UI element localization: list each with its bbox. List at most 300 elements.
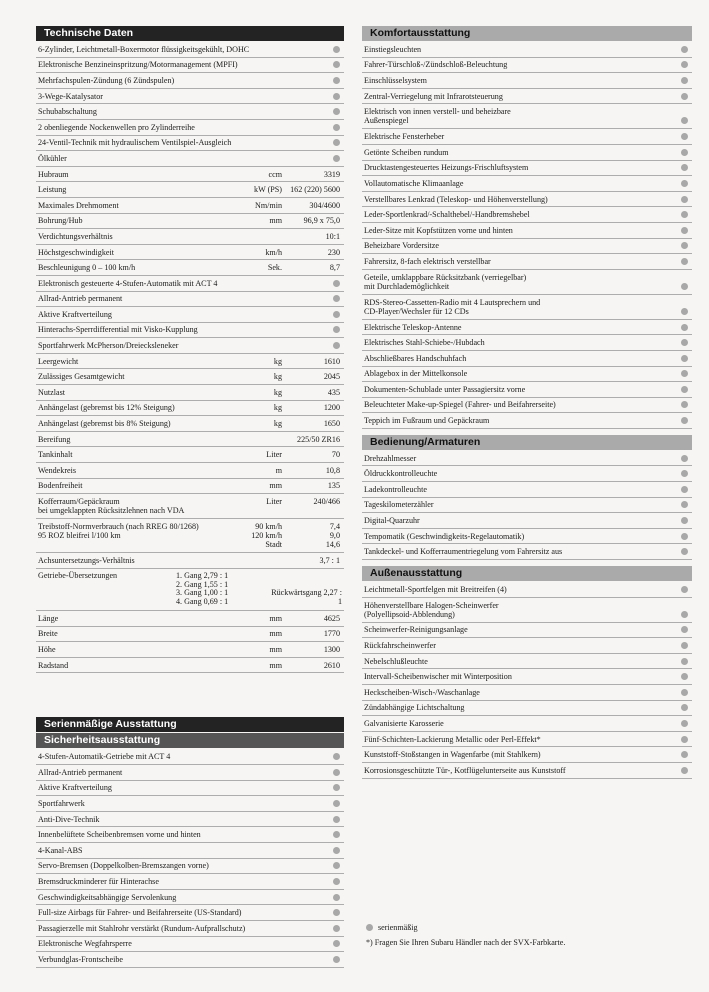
- feature-label: [364, 210, 675, 219]
- spec-label: Hubraum: [38, 169, 69, 179]
- feature-label-line: Tankdeckel- und Kofferraumentriegelung vom Fahrersitz aus: [364, 547, 563, 557]
- achsuebersetzung-label: Achsuntersetzungs-Verhältnis: [38, 556, 135, 566]
- feature-label: Aktive Kraftverteilung: [38, 783, 112, 793]
- spec-label: Nutzlast: [38, 387, 65, 397]
- feature-row: [36, 874, 344, 890]
- spec-row: [36, 167, 344, 183]
- bullet-dot-icon: [681, 767, 688, 774]
- spec-value: 225/50 ZR16: [297, 434, 340, 444]
- feature-row: [362, 398, 692, 414]
- bullet-dot-icon: [333, 342, 340, 349]
- feature-label: [364, 750, 675, 759]
- feature-row: [362, 42, 692, 58]
- spec-row: [36, 229, 344, 245]
- bullet-dot-icon: [333, 862, 340, 869]
- feature-label-line: Höhenverstellbare Halogen-Scheinwerfer: [364, 600, 499, 610]
- bullet-dot-icon: [681, 211, 688, 218]
- bullet-dot-icon: [681, 93, 688, 100]
- bullet-dot-icon: [681, 180, 688, 187]
- bullet-dot-icon: [333, 77, 340, 84]
- feature-label: [364, 547, 675, 556]
- feature-row: [362, 747, 692, 763]
- feature-row: [362, 716, 692, 732]
- feature-label: [364, 400, 675, 409]
- feature-label-line: Leder-Sportlenkrad/-Schalthebel/-Handbremshebel: [364, 210, 530, 220]
- feature-label-line: Fahrersitz, 8-fach elektrisch verstellbar: [364, 256, 491, 266]
- spec-value: 8,7: [329, 263, 340, 273]
- spec-value: 10:1: [325, 231, 340, 241]
- spec-unit: mm: [269, 613, 282, 623]
- bullet-dot-icon: [681, 417, 688, 424]
- feature-row: [36, 827, 344, 843]
- spec-label: Breite: [38, 629, 58, 639]
- spec-label: Anhängelast (gebremst bis 8% Steigung): [38, 419, 171, 429]
- feature-label-line: Elektrische Fensterheber: [364, 132, 445, 142]
- feature-row: [362, 129, 692, 145]
- spec-value: 4625: [323, 613, 340, 623]
- spec-label: Bohrung/Hub: [38, 216, 83, 226]
- bedienung-header: [362, 435, 692, 450]
- technische-daten-header: [36, 26, 344, 41]
- feature-row: [362, 513, 692, 529]
- section-title: Komfortausstattung: [370, 27, 471, 39]
- feature-row: [362, 529, 692, 545]
- spec-row: [36, 432, 344, 448]
- spec-row: [36, 245, 344, 261]
- feature-row: [362, 89, 692, 105]
- feature-row: [36, 749, 344, 765]
- bullet-dot-icon: [333, 800, 340, 807]
- feature-label: Allrad-Antrieb permanent: [38, 767, 123, 777]
- feature-label-line: Elektrisches Stahl-Schiebe-/Hubdach: [364, 338, 485, 348]
- feature-label: [364, 45, 675, 54]
- feature-label: Elektronisch gesteuerte 4-Stufen-Automatik mit ACT 4: [38, 278, 218, 288]
- bullet-dot-icon: [333, 280, 340, 287]
- bullet-dot-icon: [681, 227, 688, 234]
- bullet-dot-icon: [333, 108, 340, 115]
- feature-row: [362, 176, 692, 192]
- bullet-dot-icon: [681, 736, 688, 743]
- feature-row: [36, 890, 344, 906]
- feature-row: [362, 498, 692, 514]
- feature-row: [36, 104, 344, 120]
- bullet-dot-icon: [681, 517, 688, 524]
- feature-label: [364, 469, 675, 478]
- feature-label-line: Zentral-Verriegelung mit Infrarotsteuerung: [364, 91, 503, 101]
- bullet-dot-icon: [333, 155, 340, 162]
- achsuebersetzung-row: [36, 553, 344, 569]
- spec-unit: mm: [269, 644, 282, 654]
- feature-row: [36, 952, 344, 968]
- bullet-dot-icon: [681, 370, 688, 377]
- feature-label-line: Beheizbare Vordersitze: [364, 241, 439, 251]
- feature-label: [364, 585, 675, 594]
- bullet-dot-icon: [333, 940, 340, 947]
- feature-row: [36, 338, 344, 354]
- bullet-dot-icon: [681, 704, 688, 711]
- feature-label: [364, 719, 675, 728]
- spec-value: 304/4600: [309, 200, 340, 210]
- verbrauch-unit: Stadt: [265, 540, 282, 550]
- getriebe-label: Getriebe-Übersetzungen: [38, 570, 118, 580]
- bullet-dot-icon: [681, 386, 688, 393]
- bullet-dot-icon: [681, 611, 688, 618]
- spec-label: Zulässiges Gesamtgewicht: [38, 372, 125, 382]
- feature-row: [362, 544, 692, 560]
- spec-unit: Sek.: [267, 263, 282, 273]
- gear-ratio: 1. Gang 2,79 : 1: [176, 570, 229, 580]
- feature-row: [36, 905, 344, 921]
- footnote: *) Fragen Sie Ihren Subaru Händler nach der SVX-Farbkarte.: [366, 938, 566, 947]
- feature-label: [364, 273, 675, 291]
- spec-value: 1200: [323, 403, 340, 413]
- feature-label: [364, 257, 675, 266]
- right-column: [362, 26, 692, 779]
- verbrauch-value: 7,4: [329, 522, 340, 532]
- bullet-dot-icon: [681, 751, 688, 758]
- spec-row: [36, 401, 344, 417]
- feature-row: [36, 796, 344, 812]
- tech-specs-c: [36, 611, 344, 673]
- feature-row: [36, 781, 344, 797]
- feature-row: [36, 151, 344, 167]
- spec-label: Höchstgeschwindigkeit: [38, 247, 114, 257]
- komfort-header: [362, 26, 692, 41]
- bullet-dot-icon: [681, 533, 688, 540]
- feature-label-line: Elektrische Teleskop-Antenne: [364, 322, 462, 332]
- verbrauch-label: Treibstoff-Normverbrauch (nach RREG 80/1268): [38, 522, 199, 532]
- feature-row: [362, 638, 692, 654]
- feature-row: [36, 136, 344, 152]
- bullet-dot-icon: [333, 46, 340, 53]
- section-title: Bedienung/Armaturen: [370, 435, 481, 448]
- feature-row: [362, 598, 692, 623]
- spec-value: 2045: [323, 372, 340, 382]
- spec-unit: mm: [269, 660, 282, 670]
- spec-label: Leergewicht: [38, 356, 79, 366]
- feature-label-line: Drucktastengesteuertes Heizungs-Frischluftsystem: [364, 163, 529, 173]
- feature-label: [364, 416, 675, 425]
- feature-label: [364, 163, 675, 172]
- spec-unit: mm: [269, 481, 282, 491]
- gear-ratio: 3. Gang 1,00 : 1: [176, 588, 229, 598]
- feature-label-line: Drehzahlmesser: [364, 453, 417, 463]
- bullet-dot-icon: [333, 93, 340, 100]
- feature-label: Sportfahrwerk: [38, 798, 85, 808]
- feature-label-line: Abschließbares Handschuhfach: [364, 353, 467, 363]
- feature-label: Elektronische Wegfahrsperre: [38, 939, 132, 949]
- spec-value: 435: [327, 387, 340, 397]
- achsuebersetzung-value: 3,7 : 1: [319, 556, 340, 566]
- spec-label: Höhe: [38, 644, 56, 654]
- feature-label-line: Tageskilometerzähler: [364, 500, 434, 510]
- feature-label: 3-Wege-Katalysator: [38, 91, 103, 101]
- feature-label: [364, 226, 675, 235]
- feature-row: [362, 73, 692, 89]
- feature-label: 2 obenliegende Nockenwellen pro Zylinderreihe: [38, 122, 195, 132]
- tech-specs-b: [36, 354, 344, 494]
- feature-label: [364, 60, 675, 69]
- bullet-dot-icon: [681, 339, 688, 346]
- feature-row: [362, 382, 692, 398]
- feature-label: [364, 195, 675, 204]
- spec-value: 2610: [323, 660, 340, 670]
- spec-unit: m: [275, 465, 282, 475]
- feature-label: [364, 338, 675, 347]
- feature-label-line: Galvanisierte Karosserie: [364, 718, 444, 728]
- feature-row: [362, 239, 692, 255]
- feature-label: [364, 323, 675, 332]
- bullet-dot-icon: [681, 673, 688, 680]
- feature-label: [364, 485, 675, 494]
- feature-row: [362, 223, 692, 239]
- feature-row: [362, 451, 692, 467]
- spec-label: Wendekreis: [38, 465, 77, 475]
- spec-row: [36, 658, 344, 674]
- feature-label: Full-size Airbags für Fahrer- und Beifahrerseite (US-Standard): [38, 908, 242, 918]
- komfort-rows: [362, 42, 692, 429]
- feature-row: [362, 732, 692, 748]
- verbrauch-value: 14,6: [325, 540, 340, 550]
- bullet-dot-icon: [681, 283, 688, 290]
- feature-label: 6-Zylinder, Leichtmetall-Boxermotor flüssigkeitsgekühlt, DOHC: [38, 44, 250, 54]
- spec-value: 3319: [323, 169, 340, 179]
- section-title: Außenausstattung: [370, 567, 463, 580]
- spec-unit: Liter: [266, 450, 282, 460]
- feature-row: [36, 276, 344, 292]
- spec-row: [36, 416, 344, 432]
- feature-row: [36, 307, 344, 323]
- feature-label: [364, 657, 675, 666]
- spec-value: 10,8: [325, 465, 340, 475]
- spec-unit: Nm/min: [255, 200, 282, 210]
- spec-row: [36, 369, 344, 385]
- feature-row: [362, 654, 692, 670]
- bullet-dot-icon: [333, 326, 340, 333]
- legend-label: serienmäßig: [378, 923, 418, 932]
- feature-label: Passagierzelle mit Stahlrohr verstärkt (Rundum-Aufprallschutz): [38, 923, 246, 933]
- feature-label: Bremsdruckminderer für Hinterachse: [38, 876, 159, 886]
- feature-label: [364, 516, 675, 525]
- feature-label-line: Geteile, umklappbare Rücksitzbank (verriegelbar): [364, 272, 527, 282]
- spec-label: Tankinhalt: [38, 450, 73, 460]
- feature-label-line: Kunststoff-Stoßstangen in Wagenfarbe (mit Stahlkern): [364, 750, 541, 760]
- spec-row: [36, 447, 344, 463]
- bullet-dot-icon: [333, 311, 340, 318]
- spec-value: 230: [327, 247, 340, 257]
- feature-row: [362, 335, 692, 351]
- feature-row: [362, 351, 692, 367]
- feature-label: [364, 298, 675, 316]
- bullet-dot-icon: [333, 894, 340, 901]
- feature-row: [362, 320, 692, 336]
- bullet-dot-icon: [333, 784, 340, 791]
- feature-label-line: Digital-Quarzuhr: [364, 516, 420, 526]
- verbrauch-unit: 120 km/h: [251, 531, 282, 541]
- bullet-dot-icon: [333, 925, 340, 932]
- feature-label: Aktive Kraftverteilung: [38, 309, 112, 319]
- spec-value: 1770: [323, 629, 340, 639]
- feature-label: [364, 735, 675, 744]
- feature-row: [36, 120, 344, 136]
- feature-label: Geschwindigkeitsabhängige Servolenkung: [38, 892, 177, 902]
- bullet-dot-icon: [333, 769, 340, 776]
- bullet-dot-icon: [366, 924, 373, 931]
- spec-unit: kg: [273, 387, 282, 397]
- spec-label: Radstand: [38, 660, 69, 670]
- feature-row: [362, 466, 692, 482]
- feature-row: [362, 367, 692, 383]
- bullet-dot-icon: [681, 258, 688, 265]
- bullet-dot-icon: [333, 124, 340, 131]
- feature-label-line: Verstellbares Lenkrad (Teleskop- und Höhenverstellung): [364, 194, 548, 204]
- verbrauch-value: 9,0: [329, 531, 340, 541]
- feature-label-line: Zündabhängige Lichtschaltung: [364, 703, 465, 713]
- feature-label-line: Korrosionsgeschützte Tür-, Kotflügelunterseite aus Kunststoff: [364, 765, 566, 775]
- spec-value: 135: [327, 481, 340, 491]
- section-title: Serienmäßige Ausstattung: [44, 718, 177, 731]
- feature-label-line: Intervall-Scheibenwischer mit Winterposition: [364, 672, 512, 682]
- feature-row: [362, 254, 692, 270]
- verbrauch-sublabel: 95 ROZ bleifrei l/100 km: [38, 531, 121, 541]
- feature-label: [364, 703, 675, 712]
- bullet-dot-icon: [333, 816, 340, 823]
- feature-label-line: Scheinwerfer-Reinigungsanlage: [364, 625, 468, 635]
- feature-label: Sportfahrwerk McPherson/Dreiecksleneker: [38, 341, 179, 351]
- serien-header: [36, 717, 344, 732]
- feature-row: [362, 58, 692, 74]
- bullet-dot-icon: [333, 956, 340, 963]
- spec-label: Verdichtungsverhältnis: [38, 231, 113, 241]
- bullet-dot-icon: [681, 401, 688, 408]
- feature-row: [362, 161, 692, 177]
- bullet-dot-icon: [333, 295, 340, 302]
- feature-label: [364, 107, 675, 125]
- feature-label-line: Außenspiegel: [364, 116, 409, 126]
- gear-ratio: 2. Gang 1,55 : 1: [176, 579, 229, 589]
- feature-row: [362, 763, 692, 779]
- feature-row: [36, 812, 344, 828]
- feature-row: [362, 413, 692, 429]
- tech-rows-b: [36, 276, 344, 354]
- spec-unit: km/h: [265, 247, 282, 257]
- feature-label: [364, 454, 675, 463]
- feature-label: Servo-Bremsen (Doppelkolben-Bremszangen vorne): [38, 861, 209, 871]
- feature-label-line: Leichtmetall-Sportfelgen mit Breitreifen (4): [364, 584, 507, 594]
- feature-label: [364, 532, 675, 541]
- bullet-dot-icon: [681, 501, 688, 508]
- feature-label: 4-Kanal-ABS: [38, 845, 83, 855]
- feature-label-line: Einschlüsselsystem: [364, 75, 427, 85]
- feature-label: Verbundglas-Frontscheibe: [38, 954, 123, 964]
- spec-row: [36, 463, 344, 479]
- feature-label-line: Öldruckkontrolleuchte: [364, 469, 438, 479]
- feature-label: [364, 179, 675, 188]
- spec-unit: mm: [269, 629, 282, 639]
- kofferraum-value: 240/466: [313, 497, 340, 507]
- feature-row: [362, 685, 692, 701]
- feature-label-line: Dokumenten-Schublade unter Passagiersitz vorne: [364, 384, 526, 394]
- feature-label: [364, 641, 675, 650]
- spec-row: [36, 260, 344, 276]
- spec-row: [36, 479, 344, 495]
- kofferraum-unit: Liter: [266, 497, 282, 507]
- feature-label-line: RDS-Stereo-Cassetten-Radio mit 4 Lautsprechern und: [364, 297, 541, 307]
- bullet-dot-icon: [681, 164, 688, 171]
- bullet-dot-icon: [681, 196, 688, 203]
- feature-label-line: Nebelschlußleuchte: [364, 656, 428, 666]
- bullet-dot-icon: [681, 324, 688, 331]
- feature-label: [364, 625, 675, 634]
- feature-label: [364, 354, 675, 363]
- feature-label: [364, 500, 675, 509]
- serien-rows: [36, 749, 344, 967]
- feature-row: [362, 701, 692, 717]
- spec-row: [36, 385, 344, 401]
- feature-row: [36, 765, 344, 781]
- spec-unit: kg: [273, 356, 282, 366]
- kofferraum-label: Kofferraum/Gepäckraum: [38, 497, 120, 507]
- feature-row: [362, 145, 692, 161]
- aussen-header: [362, 566, 692, 581]
- spec-row: [36, 198, 344, 214]
- feature-label: [364, 76, 675, 85]
- bullet-dot-icon: [681, 242, 688, 249]
- spec-label: Bereifung: [38, 434, 71, 444]
- tech-specs-a: [36, 167, 344, 276]
- gear-ratio: 4. Gang 0,69 : 1: [176, 597, 229, 607]
- spec-value: 96,9 x 75,0: [303, 216, 340, 226]
- feature-label: [364, 369, 675, 378]
- bullet-dot-icon: [681, 689, 688, 696]
- feature-row: [362, 104, 692, 129]
- feature-label: Hinterachs-Sperrdifferential mit Visko-Kupplung: [38, 325, 198, 335]
- bullet-dot-icon: [681, 455, 688, 462]
- feature-label-line: Teppich im Fußraum und Gepäckraum: [364, 416, 490, 426]
- feature-row: [362, 192, 692, 208]
- feature-label-line: Rückfahrscheinwerfer: [364, 641, 436, 651]
- bullet-dot-icon: [333, 139, 340, 146]
- feature-label: [364, 688, 675, 697]
- spec-label: Bodenfreiheit: [38, 481, 83, 491]
- feature-row: [36, 89, 344, 105]
- spec-label: Maximales Drehmoment: [38, 200, 119, 210]
- spec-label: Länge: [38, 613, 59, 623]
- feature-label-line: Tempomatik (Geschwindigkeits-Regelautomatik): [364, 531, 525, 541]
- verbrauch-unit: 90 km/h: [255, 522, 282, 532]
- feature-row: [362, 270, 692, 295]
- spec-unit: ccm: [268, 169, 282, 179]
- feature-label-line: Getönte Scheiben rundum: [364, 147, 449, 157]
- feature-row: [36, 859, 344, 875]
- bullet-dot-icon: [333, 753, 340, 760]
- bullet-dot-icon: [681, 77, 688, 84]
- bedienung-rows: [362, 451, 692, 560]
- bullet-dot-icon: [333, 831, 340, 838]
- feature-label-line: Ladekontrolleuchte: [364, 484, 427, 494]
- spec-unit: mm: [269, 216, 282, 226]
- feature-label-line: Einstiegsleuchten: [364, 44, 422, 54]
- bullet-dot-icon: [681, 470, 688, 477]
- feature-label-line: Beleuchteter Make-up-Spiegel (Fahrer- und Beifahrerseite): [364, 400, 556, 410]
- spec-value: 70: [331, 450, 340, 460]
- feature-label: Schubabschaltung: [38, 107, 97, 117]
- spec-label: Leistung: [38, 185, 67, 195]
- section-title: Technische Daten: [44, 27, 134, 39]
- bullet-dot-icon: [333, 878, 340, 885]
- feature-row: [36, 323, 344, 339]
- spec-row: [36, 214, 344, 230]
